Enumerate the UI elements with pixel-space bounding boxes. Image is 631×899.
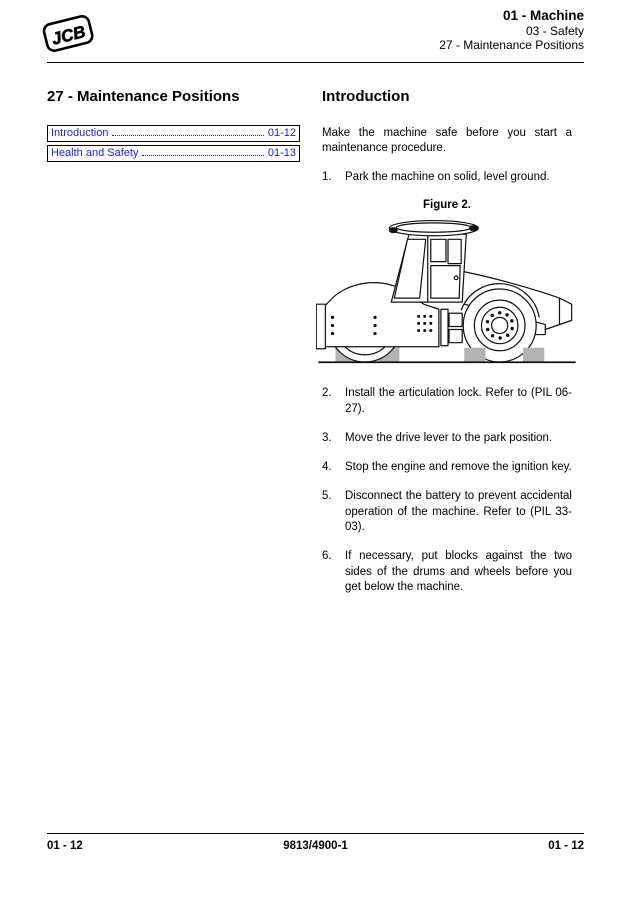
breadcrumb-safety: 03 - Safety (525, 24, 584, 39)
footer-doc-number: 9813/4900-1 (283, 840, 348, 852)
svg-text:JCB: JCB (49, 22, 88, 49)
toc-link-introduction[interactable] (47, 125, 300, 142)
step-text: If necessary, put blocks against the two sides of the drums and wheels before you get below the machine. (345, 550, 572, 593)
jcb-logo-icon (36, 6, 100, 60)
step-number: 3. (322, 431, 332, 444)
step-item (322, 386, 572, 417)
section-title: 27 - Maintenance Positions (47, 88, 240, 105)
table-of-contents (47, 125, 300, 162)
footer-page-number-right: 01 - 12 (548, 840, 584, 852)
step-text: Stop the engine and remove the ignition key. (345, 461, 572, 474)
header-rule (47, 62, 584, 63)
breadcrumb (439, 8, 584, 53)
step-text: Install the articulation lock. Refer to (PIL 06-27). (345, 387, 572, 415)
introduction-title: Introduction (322, 88, 410, 105)
step-number: 6. (322, 550, 332, 563)
step-item (322, 549, 572, 595)
step-item (322, 460, 572, 475)
toc-page-number[interactable]: 01-12 (267, 126, 296, 139)
footer-rule (47, 833, 584, 834)
roller-machine-drawing (316, 215, 578, 367)
figure-caption: Figure 2. (423, 199, 471, 212)
step-text: Park the machine on solid, level ground. (345, 171, 550, 184)
step-item (322, 431, 572, 446)
breadcrumb-maintenance-positions: 27 - Maintenance Positions (439, 38, 584, 53)
toc-label[interactable]: Introduction (51, 126, 109, 139)
toc-link-health-and-safety[interactable] (47, 145, 300, 162)
page-footer (47, 840, 584, 852)
step-number: 1. (322, 171, 332, 184)
breadcrumb-machine: 01 - Machine (502, 8, 584, 23)
toc-dot-leader (112, 135, 263, 136)
toc-page-number[interactable]: 01-13 (267, 146, 296, 159)
step-number: 5. (322, 490, 332, 503)
step-item (322, 170, 572, 185)
right-column (322, 89, 572, 595)
step-text: Move the drive lever to the park position. (345, 431, 553, 444)
step-text: Disconnect the battery to prevent accidental operation of the machine. Refer to (PIL 33-03). (345, 490, 572, 534)
step-number: 2. (322, 387, 332, 400)
step-item (322, 489, 572, 535)
left-column (47, 89, 300, 595)
footer-page-number-left: 01 - 12 (47, 840, 83, 852)
step-number: 4. (322, 461, 332, 474)
intro-paragraph: Make the machine safe before you start a maintenance procedure. (322, 126, 572, 154)
page-body (47, 89, 584, 595)
machine-figure (316, 215, 578, 372)
toc-dot-leader (142, 155, 263, 156)
toc-label[interactable]: Health and Safety (51, 146, 139, 159)
